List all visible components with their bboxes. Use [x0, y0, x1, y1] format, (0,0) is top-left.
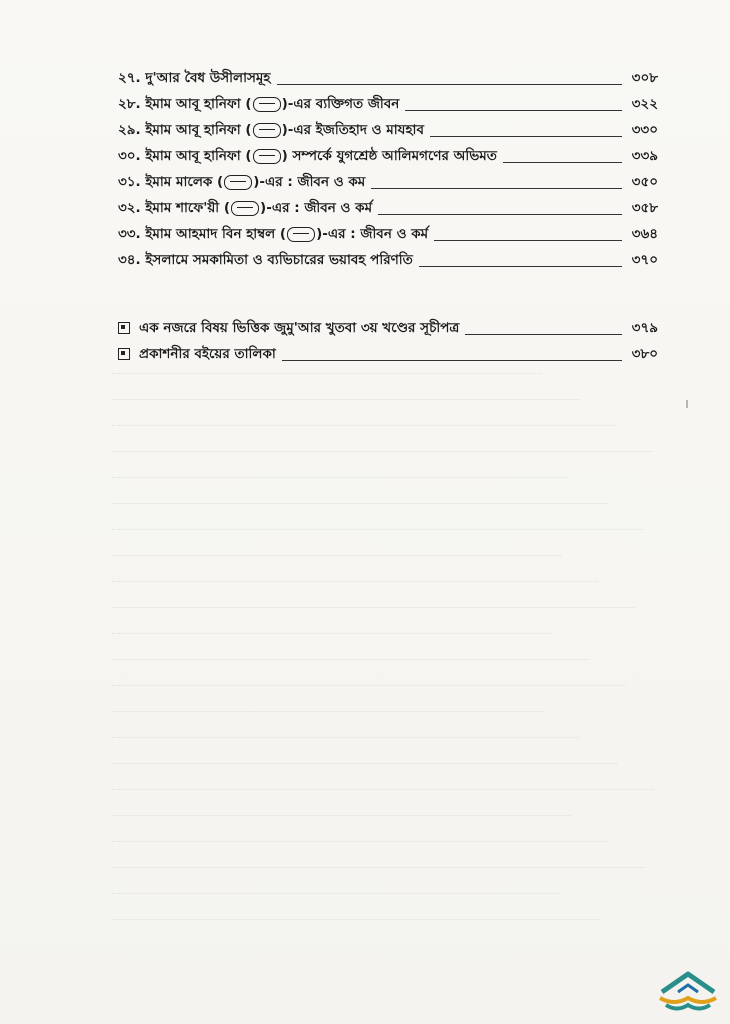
- toc-number: ৩৪.: [118, 251, 141, 268]
- toc-number: ৩২.: [118, 199, 141, 216]
- margin-mark: [686, 400, 688, 408]
- dot-leader: [419, 254, 622, 267]
- toc-title: দু'আর বৈধ উসীলাসমূহ: [145, 69, 271, 86]
- spacer: [118, 274, 658, 314]
- dot-leader: [371, 176, 622, 189]
- dot-leader: [405, 98, 622, 111]
- appendix-title: এক নজরে বিষয় ভিত্তিক জুমু'আর খুতবা ৩য় খণ্ডের সূচীপত্র: [139, 319, 460, 336]
- toc-page-number: ৩৭০: [631, 251, 658, 268]
- bleed-through-line: [112, 398, 579, 400]
- toc-page-number: ৩৫৮: [631, 199, 658, 216]
- toc-number: ৩৩.: [118, 225, 141, 242]
- square-bullet-icon: [118, 348, 130, 360]
- toc-number: ২৭.: [118, 69, 141, 86]
- bleed-through-line: [112, 814, 571, 816]
- logo-roof-shape: [662, 974, 714, 992]
- toc-title-pre: ইমাম আবূ হানিফা: [145, 121, 241, 138]
- toc-title-post: -এর ব্যক্তিগত জীবন: [287, 95, 400, 112]
- appendix-page-number: ৩৭৯: [631, 319, 658, 336]
- toc-entry[interactable]: [118, 248, 658, 272]
- dot-leader: [503, 150, 622, 163]
- bleed-through-line: [112, 476, 570, 478]
- dot-leader: [434, 228, 622, 241]
- dot-leader: [465, 322, 622, 335]
- dot-leader: [378, 202, 622, 215]
- logo-gold-wave-shape: [660, 998, 716, 1002]
- appendix-entry[interactable]: [118, 316, 658, 340]
- toc-page-number: ৩৩৯: [631, 147, 658, 164]
- toc-title-pre: ইমাম মালেক: [145, 173, 213, 190]
- bleed-through-line: [112, 736, 580, 738]
- dot-leader: [282, 348, 622, 361]
- bleed-through-line: [112, 424, 616, 426]
- toc-title-post: সম্পর্কে যুগশ্রেষ্ঠ আলিমগণের অভিমত: [292, 147, 497, 164]
- toc-page-number: ৩০৮: [631, 69, 658, 86]
- toc-title-post: -এর : জীবন ও কম: [259, 173, 366, 190]
- bleed-through-line: [112, 866, 645, 868]
- table-of-contents: [118, 66, 658, 368]
- bleed-through-line: [112, 528, 644, 530]
- bleed-through-line: [112, 710, 543, 712]
- bleed-through-line: [112, 372, 542, 374]
- appendix-entry[interactable]: [118, 342, 658, 366]
- toc-entry[interactable]: ২৮. ইমাম আবূ হানিফা ( ) -এর ব্যক্তিগত জীবন ৩২২: [118, 92, 658, 116]
- toc-title-post: -এর : জীবন ও কর্ম: [266, 199, 373, 216]
- toc-entry[interactable]: ৩৩. ইমাম আহমাদ বিন হাম্বল ( ) -এর : জীবন ও কর্ম ৩৬৪: [118, 222, 658, 246]
- bleed-through-line: [112, 606, 635, 608]
- bleed-through-line: [112, 892, 562, 894]
- toc-number: ২৯.: [118, 121, 141, 138]
- toc-entry[interactable]: ৩২. ইমাম শাফে'য়ী ( ) -এর : জীবন ও কর্ম ৩৫৮: [118, 196, 658, 220]
- appendix-title: প্রকাশনীর বইয়ের তালিকা: [139, 345, 276, 362]
- bleed-through-line: [112, 450, 653, 452]
- honorific-symbol-icon: [253, 123, 281, 138]
- toc-entry[interactable]: ৩১. ইমাম মালেক ( ) -এর : জীবন ও কম ৩৫০: [118, 170, 658, 194]
- toc-title-post: -এর : জীবন ও কর্ম: [322, 225, 429, 242]
- toc-page-number: ৩৫০: [631, 173, 658, 190]
- toc-number: ৩১.: [118, 173, 141, 190]
- honorific-symbol-icon: [253, 149, 281, 164]
- bleed-through-line: [112, 554, 561, 556]
- bleed-through-line: [112, 918, 599, 920]
- square-bullet-icon: [118, 322, 130, 334]
- honorific-symbol-icon: [287, 227, 315, 242]
- publisher-logo-icon: [656, 968, 720, 1014]
- honorific-symbol-icon: [224, 175, 252, 190]
- bleed-through-line: [112, 658, 589, 660]
- toc-entry[interactable]: ২৯. ইমাম আবূ হানিফা ( ) -এর ইজতিহাদ ও মাযহাব ৩৩০: [118, 118, 658, 142]
- toc-title-pre: ইমাম শাফে'য়ী: [145, 199, 220, 216]
- toc-title-pre: ইমাম আবূ হানিফা: [145, 95, 241, 112]
- toc-entry[interactable]: [118, 66, 658, 90]
- toc-title: ইসলামে সমকামিতা ও ব্যভিচারের ভয়াবহ পরিণতি: [145, 251, 413, 268]
- bleed-through-line: [112, 632, 552, 634]
- toc-page-number: ৩৩০: [631, 121, 658, 138]
- honorific-symbol-icon: [253, 97, 281, 112]
- appendix-page-number: ৩৮০: [631, 345, 658, 362]
- toc-number: ৩০.: [118, 147, 141, 164]
- bleed-through-line: [112, 788, 654, 790]
- logo-teal-wave-shape: [666, 1005, 710, 1009]
- honorific-symbol-icon: [231, 201, 259, 216]
- bleed-through-line: [112, 684, 626, 686]
- toc-title-post: -এর ইজতিহাদ ও মাযহাব: [287, 121, 424, 138]
- toc-number: ২৮.: [118, 95, 141, 112]
- toc-entry[interactable]: ৩০. ইমাম আবূ হানিফা ( ) সম্পর্কে যুগশ্রেষ্ঠ আলিমগণের অভিমত ৩৩৯: [118, 144, 658, 168]
- logo-inner-roof-shape: [678, 985, 698, 992]
- dot-leader: [430, 124, 622, 137]
- bleed-through-line: [112, 762, 617, 764]
- toc-page-number: ৩২২: [631, 95, 658, 112]
- dot-leader: [277, 72, 622, 85]
- bleed-through-line: [112, 502, 607, 504]
- bleed-through-line: [112, 840, 608, 842]
- toc-title-pre: ইমাম আবূ হানিফা: [145, 147, 241, 164]
- toc-title-pre: ইমাম আহমাদ বিন হাম্বল: [145, 225, 276, 242]
- toc-page-number: ৩৬৪: [631, 225, 658, 242]
- bleed-through-line: [112, 580, 598, 582]
